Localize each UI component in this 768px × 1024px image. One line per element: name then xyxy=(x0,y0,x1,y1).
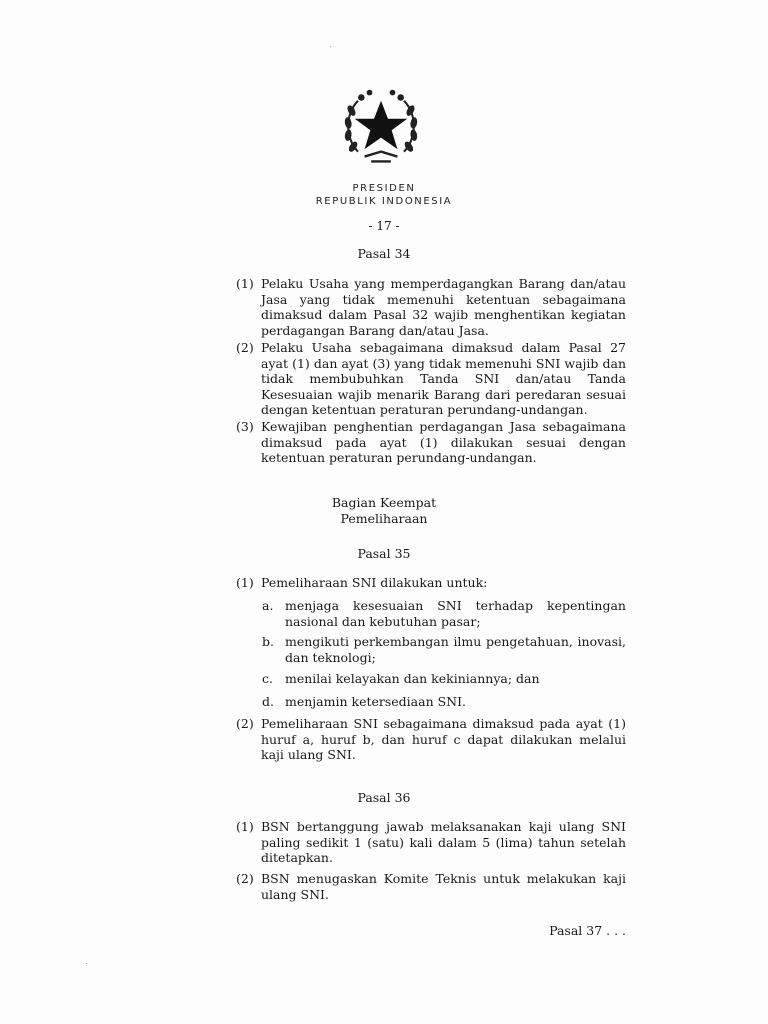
pasal-36-title: Pasal 36 xyxy=(357,790,411,805)
list-item-d xyxy=(262,694,626,710)
next-page-catchword: Pasal 37 . . . xyxy=(549,923,626,938)
list-letter: d. xyxy=(262,694,274,709)
ayat-number: (3) xyxy=(236,419,254,434)
pasal-35-ayat-1 xyxy=(236,575,626,591)
pasal-36-ayat-2 xyxy=(236,871,626,902)
ayat-text: Pelaku Usaha sebagaimana dimaksud dalam Pasal 27 ayat (1) dan ayat (3) yang tidak memenuhi SNI wajib dan tidak membubuhkan Tanda SNI dan/atau Tanda Kesesuaian wajib menarik Barang dari peredaran sesuai dengan ketentuan peraturan perundang-undangan. xyxy=(261,340,626,417)
list-letter: c. xyxy=(262,671,273,686)
ayat-number: (1) xyxy=(236,276,254,291)
list-letter: b. xyxy=(262,634,274,649)
ayat-text: Pelaku Usaha yang memperdagangkan Barang dan/atau Jasa yang tidak memenuhi ketentuan sebagaimana dimaksud dalam Pasal 32 wajib menghentikan kegiatan perdagangan Barang dan/atau Jasa. xyxy=(261,276,626,338)
header-president: PRESIDEN xyxy=(352,183,416,194)
bagian-subtitle: Pemeliharaan xyxy=(340,511,428,526)
list-item-c xyxy=(262,671,626,687)
ayat-number: (1) xyxy=(236,819,254,834)
pasal-35-ayat-2 xyxy=(236,716,626,763)
list-text: menjamin ketersediaan SNI. xyxy=(285,694,467,709)
ayat-number: (2) xyxy=(236,340,254,355)
ayat-text: BSN menugaskan Komite Teknis untuk melakukan kaji ulang SNI. xyxy=(261,871,626,902)
garuda-star-emblem xyxy=(340,86,422,168)
ayat-number: (2) xyxy=(236,871,254,886)
pasal-35-title: Pasal 35 xyxy=(357,546,411,561)
ayat-text: Pemeliharaan SNI sebagaimana dimaksud pada ayat (1) huruf a, huruf b, dan huruf c dapat dilakukan melalui kaji ulang SNI. xyxy=(261,716,626,762)
list-text: mengikuti perkembangan ilmu pengetahuan, inovasi, dan teknologi; xyxy=(285,634,626,665)
pasal-36-ayat-1 xyxy=(236,819,626,866)
pasal-34-ayat-1 xyxy=(236,276,626,338)
pasal-34-ayat-3 xyxy=(236,419,626,466)
ayat-text: Kewajiban penghentian perdagangan Jasa sebagaimana dimaksud pada ayat (1) dilakukan sesuai dengan ketentuan peraturan perundang-undangan. xyxy=(261,419,626,465)
ayat-text: Pemeliharaan SNI dilakukan untuk: xyxy=(261,575,488,590)
list-text: menilai kelayakan dan kekiniannya; dan xyxy=(285,671,540,686)
header-republic: REPUBLIK INDONESIA xyxy=(315,196,453,207)
pasal-34-ayat-2 xyxy=(236,340,626,418)
list-item-a xyxy=(262,598,626,629)
bagian-title: Bagian Keempat xyxy=(331,495,437,510)
list-letter: a. xyxy=(262,598,274,613)
scan-speck xyxy=(330,46,331,47)
ayat-number: (2) xyxy=(236,716,254,731)
scan-speck xyxy=(86,963,87,964)
ayat-number: (1) xyxy=(236,575,254,590)
list-text: menjaga kesesuaian SNI terhadap kepentingan nasional dan kebutuhan pasar; xyxy=(285,598,626,629)
ayat-text: BSN bertanggung jawab melaksanakan kaji ulang SNI paling sedikit 1 (satu) kali dalam 5 (lima) tahun setelah ditetapkan. xyxy=(261,819,626,865)
pasal-34-title: Pasal 34 xyxy=(357,246,411,261)
page-number: - 17 - xyxy=(368,219,400,233)
list-item-b xyxy=(262,634,626,665)
